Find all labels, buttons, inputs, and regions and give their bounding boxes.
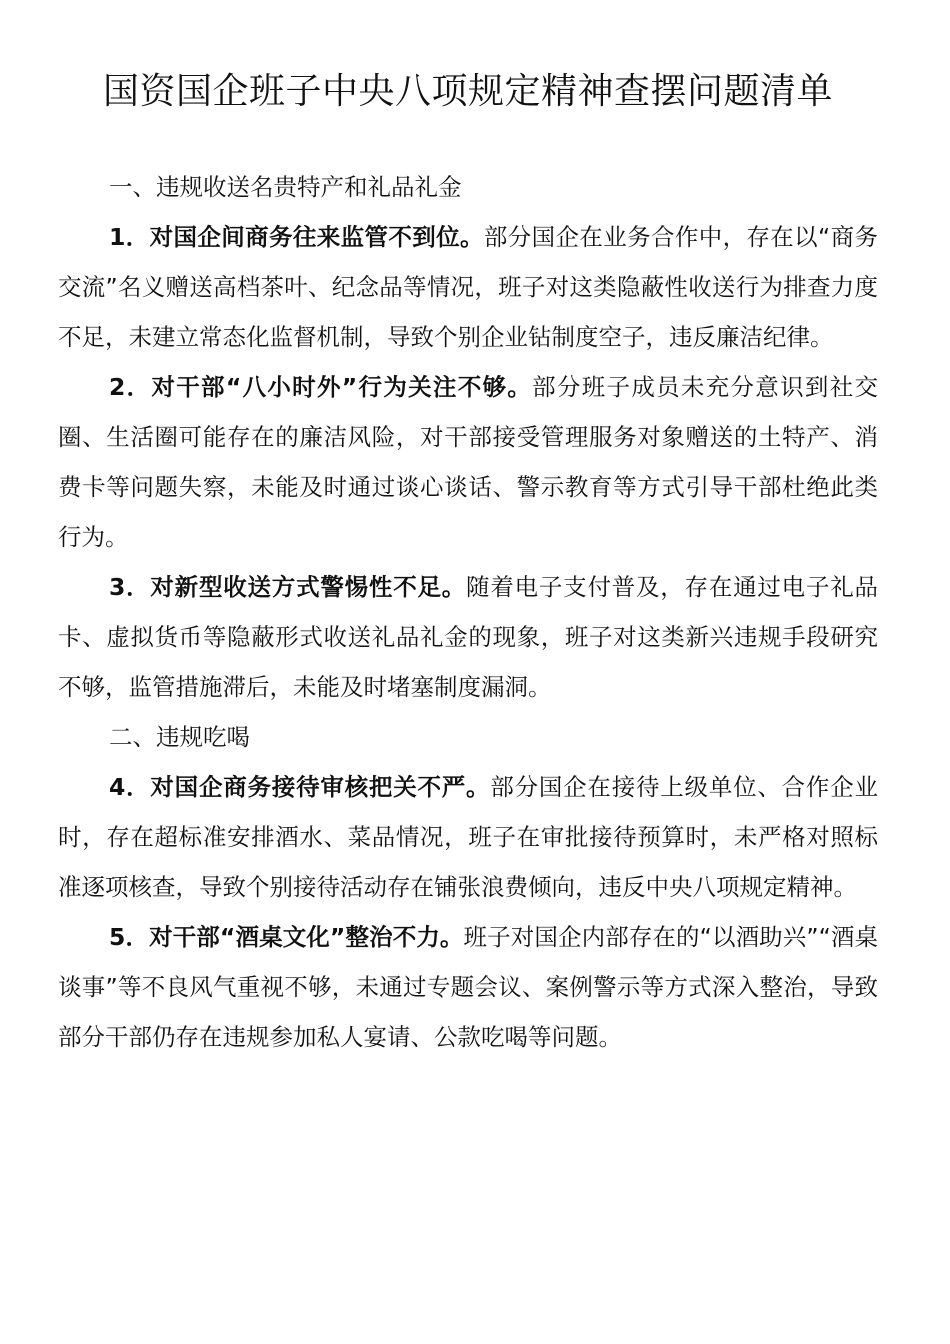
problem-item-1-text: 部分国企在业务合作中，存在以“商务交流”名义赠送高档茶叶、纪念品等情况，班子对这类隐蔽性收送行为排查力度不足，未建立常态化监督机制，导致个别企业钻制度空子，违反廉洁纪律。	[58, 223, 878, 351]
problem-item-2-lead: 2．对干部“八小时外”行为关注不够。	[109, 373, 533, 401]
problem-item-3-lead: 3．对新型收送方式警惕性不足。	[109, 573, 467, 601]
problem-item-5	[58, 912, 878, 1062]
document-body	[58, 162, 878, 1062]
section-heading-1: 一、违规收送名贵特产和礼品礼金	[109, 173, 462, 201]
problem-item-1-lead: 1．对国企间商务往来监管不到位。	[109, 223, 484, 251]
problem-item-3-text: 随着电子支付普及，存在通过电子礼品卡、虚拟货币等隐蔽形式收送礼品礼金的现象，班子对这类新兴违规手段研究不够，监管措施滞后，未能及时堵塞制度漏洞。	[58, 573, 879, 701]
problem-item-4	[58, 762, 878, 912]
section-heading-2: 二、违规吃喝	[109, 723, 250, 751]
problem-item-2-text: 部分班子成员未充分意识到社交圈、生活圈可能存在的廉洁风险，对干部接受管理服务对象赠送的土特产、消费卡等问题失察，未能及时通过谈心谈话、警示教育等方式引导干部杜绝此类行为。	[58, 373, 879, 551]
problem-item-1	[58, 212, 878, 362]
problem-item-4-lead: 4．对国企商务接待审核把关不严。	[109, 773, 491, 801]
problem-item-5-text: 班子对国企内部存在的“以酒助兴”“酒桌谈事”等不良风气重视不够，未通过专题会议、案例警示等方式深入整治，导致部分干部仍存在违规参加私人宴请、公款吃喝等问题。	[58, 923, 878, 1051]
problem-item-5-lead: 5．对干部“酒桌文化”整治不力。	[109, 923, 464, 951]
problem-item-2	[58, 362, 878, 562]
document-title: 国资国企班子中央八项规定精神查摆问题清单	[102, 71, 833, 112]
problem-item-4-text: 部分国企在接待上级单位、合作企业时，存在超标准安排酒水、菜品情况，班子在审批接待预算时，未严格对照标准逐项核查，导致个别接待活动存在铺张浪费倾向，违反中央八项规定精神。	[58, 773, 878, 901]
problem-item-3	[58, 562, 878, 712]
